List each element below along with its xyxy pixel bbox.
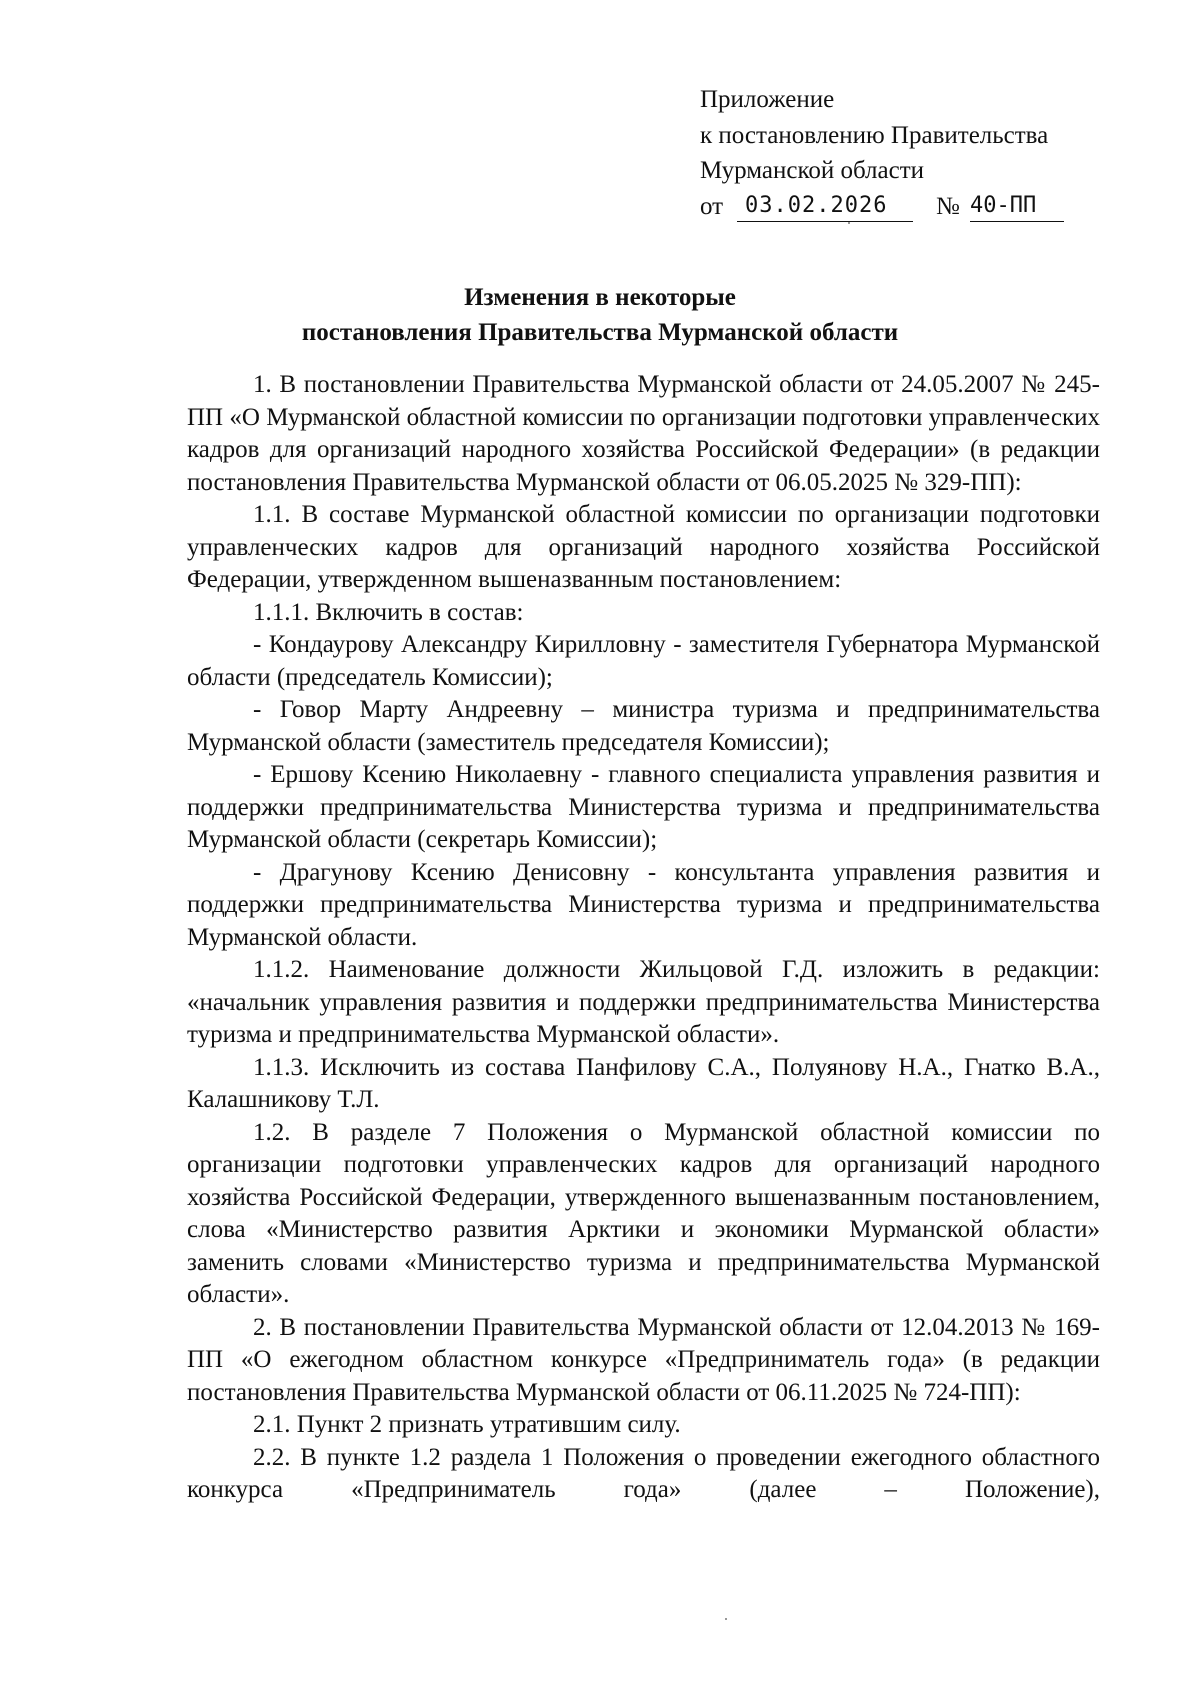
date-prefix: от xyxy=(700,192,724,220)
appendix-date-row xyxy=(700,189,1100,225)
member-item-govor: - Говор Марту Андреевну – министра туризма и предпринимательства Мурманской области (заместитель председателя Комиссии); xyxy=(187,696,1100,756)
title-line-2: постановления Правительства Мурманской области xyxy=(301,319,899,346)
appendix-region: Мурманской области xyxy=(700,157,925,184)
title-line-1: Изменения в некоторые xyxy=(464,284,736,311)
member-item-dragunova: - Драгунову Ксению Денисовну - консультанта управления развития и поддержки предпринимательства Министерства туризма и предпринимательства Мурманской области. xyxy=(187,858,1100,951)
paragraph-1: 1. В постановлении Правительства Мурманской области от 24.05.2007 № 245-ПП «О Мурманской областной комиссии по организации подготовки управленческих кадров для организаций народного хозяйства Российской Федерации» (в редакции постановления Правительства Мурманской области от 06.05.2025 № 329-ПП): xyxy=(187,371,1100,496)
paragraph-1-1: 1.1. В составе Мурманской областной комиссии по организации подготовки управленческих кадров для организаций народного хозяйства Российской Федерации, утвержденном вышеназванным постановлением: xyxy=(187,501,1100,593)
document-date: 03.02.2026 xyxy=(737,189,913,222)
document-title xyxy=(180,280,1020,350)
appendix-reference: к постановлению Правительства xyxy=(700,121,1049,149)
paragraph-2-2: 2.2. В пункте 1.2 раздела 1 Положения о проведении ежегодного областного конкурса «Предприниматель года» (далее – Положение), xyxy=(187,1443,1100,1503)
scan-speck xyxy=(848,222,850,224)
scan-speck xyxy=(725,1618,727,1620)
member-item-ershova: - Ершову Ксению Николаевну - главного специалиста управления развития и поддержки предпринимательства Министерства туризма и предпринимательства Мурманской области (секретарь Комиссии); xyxy=(187,761,1100,853)
paragraph-1-1-3: 1.1.3. Исключить из состава Панфилову С.А., Полуянову Н.А., Гнатко В.А., Калашникову Т.Л. xyxy=(187,1053,1100,1113)
paragraph-2: 2. В постановлении Правительства Мурманской области от 12.04.2013 № 169-ПП «О ежегодном областном конкурсе «Предприниматель года» (в редакции постановления Правительства Мурманской области от 06.11.2025 № 724-ПП): xyxy=(187,1313,1100,1406)
number-sign: № xyxy=(936,192,960,220)
appendix-block xyxy=(700,82,1100,224)
paragraph-1-2: 1.2. В разделе 7 Положения о Мурманской областной комиссии по организации подготовки управленческих кадров для организаций народного хозяйства Российской Федерации, утвержденного вышеназванным постановлением, слова «Министерство развития Арктики и экономики Мурманской области» заменить словами «Министерство туризма и предпринимательства Мурманской области». xyxy=(187,1118,1100,1308)
appendix-heading: Приложение xyxy=(700,86,835,113)
paragraph-1-1-2: 1.1.2. Наименование должности Жильцовой Г.Д. изложить в редакции: «начальник управления развития и поддержки предпринимательства Министерства туризма и предпринимательства Мурманской области». xyxy=(187,956,1100,1048)
paragraph-1-1-1: 1.1.1. Включить в состав: xyxy=(253,598,524,626)
document-number: 40-ПП xyxy=(970,189,1064,222)
paragraph-2-1: 2.1. Пункт 2 признать утратившим силу. xyxy=(253,1411,681,1438)
document-body xyxy=(187,369,1100,1507)
member-item-kondaurova: - Кондаурову Александру Кирилловну - заместителя Губернатора Мурманской области (председатель Комиссии); xyxy=(187,631,1100,691)
